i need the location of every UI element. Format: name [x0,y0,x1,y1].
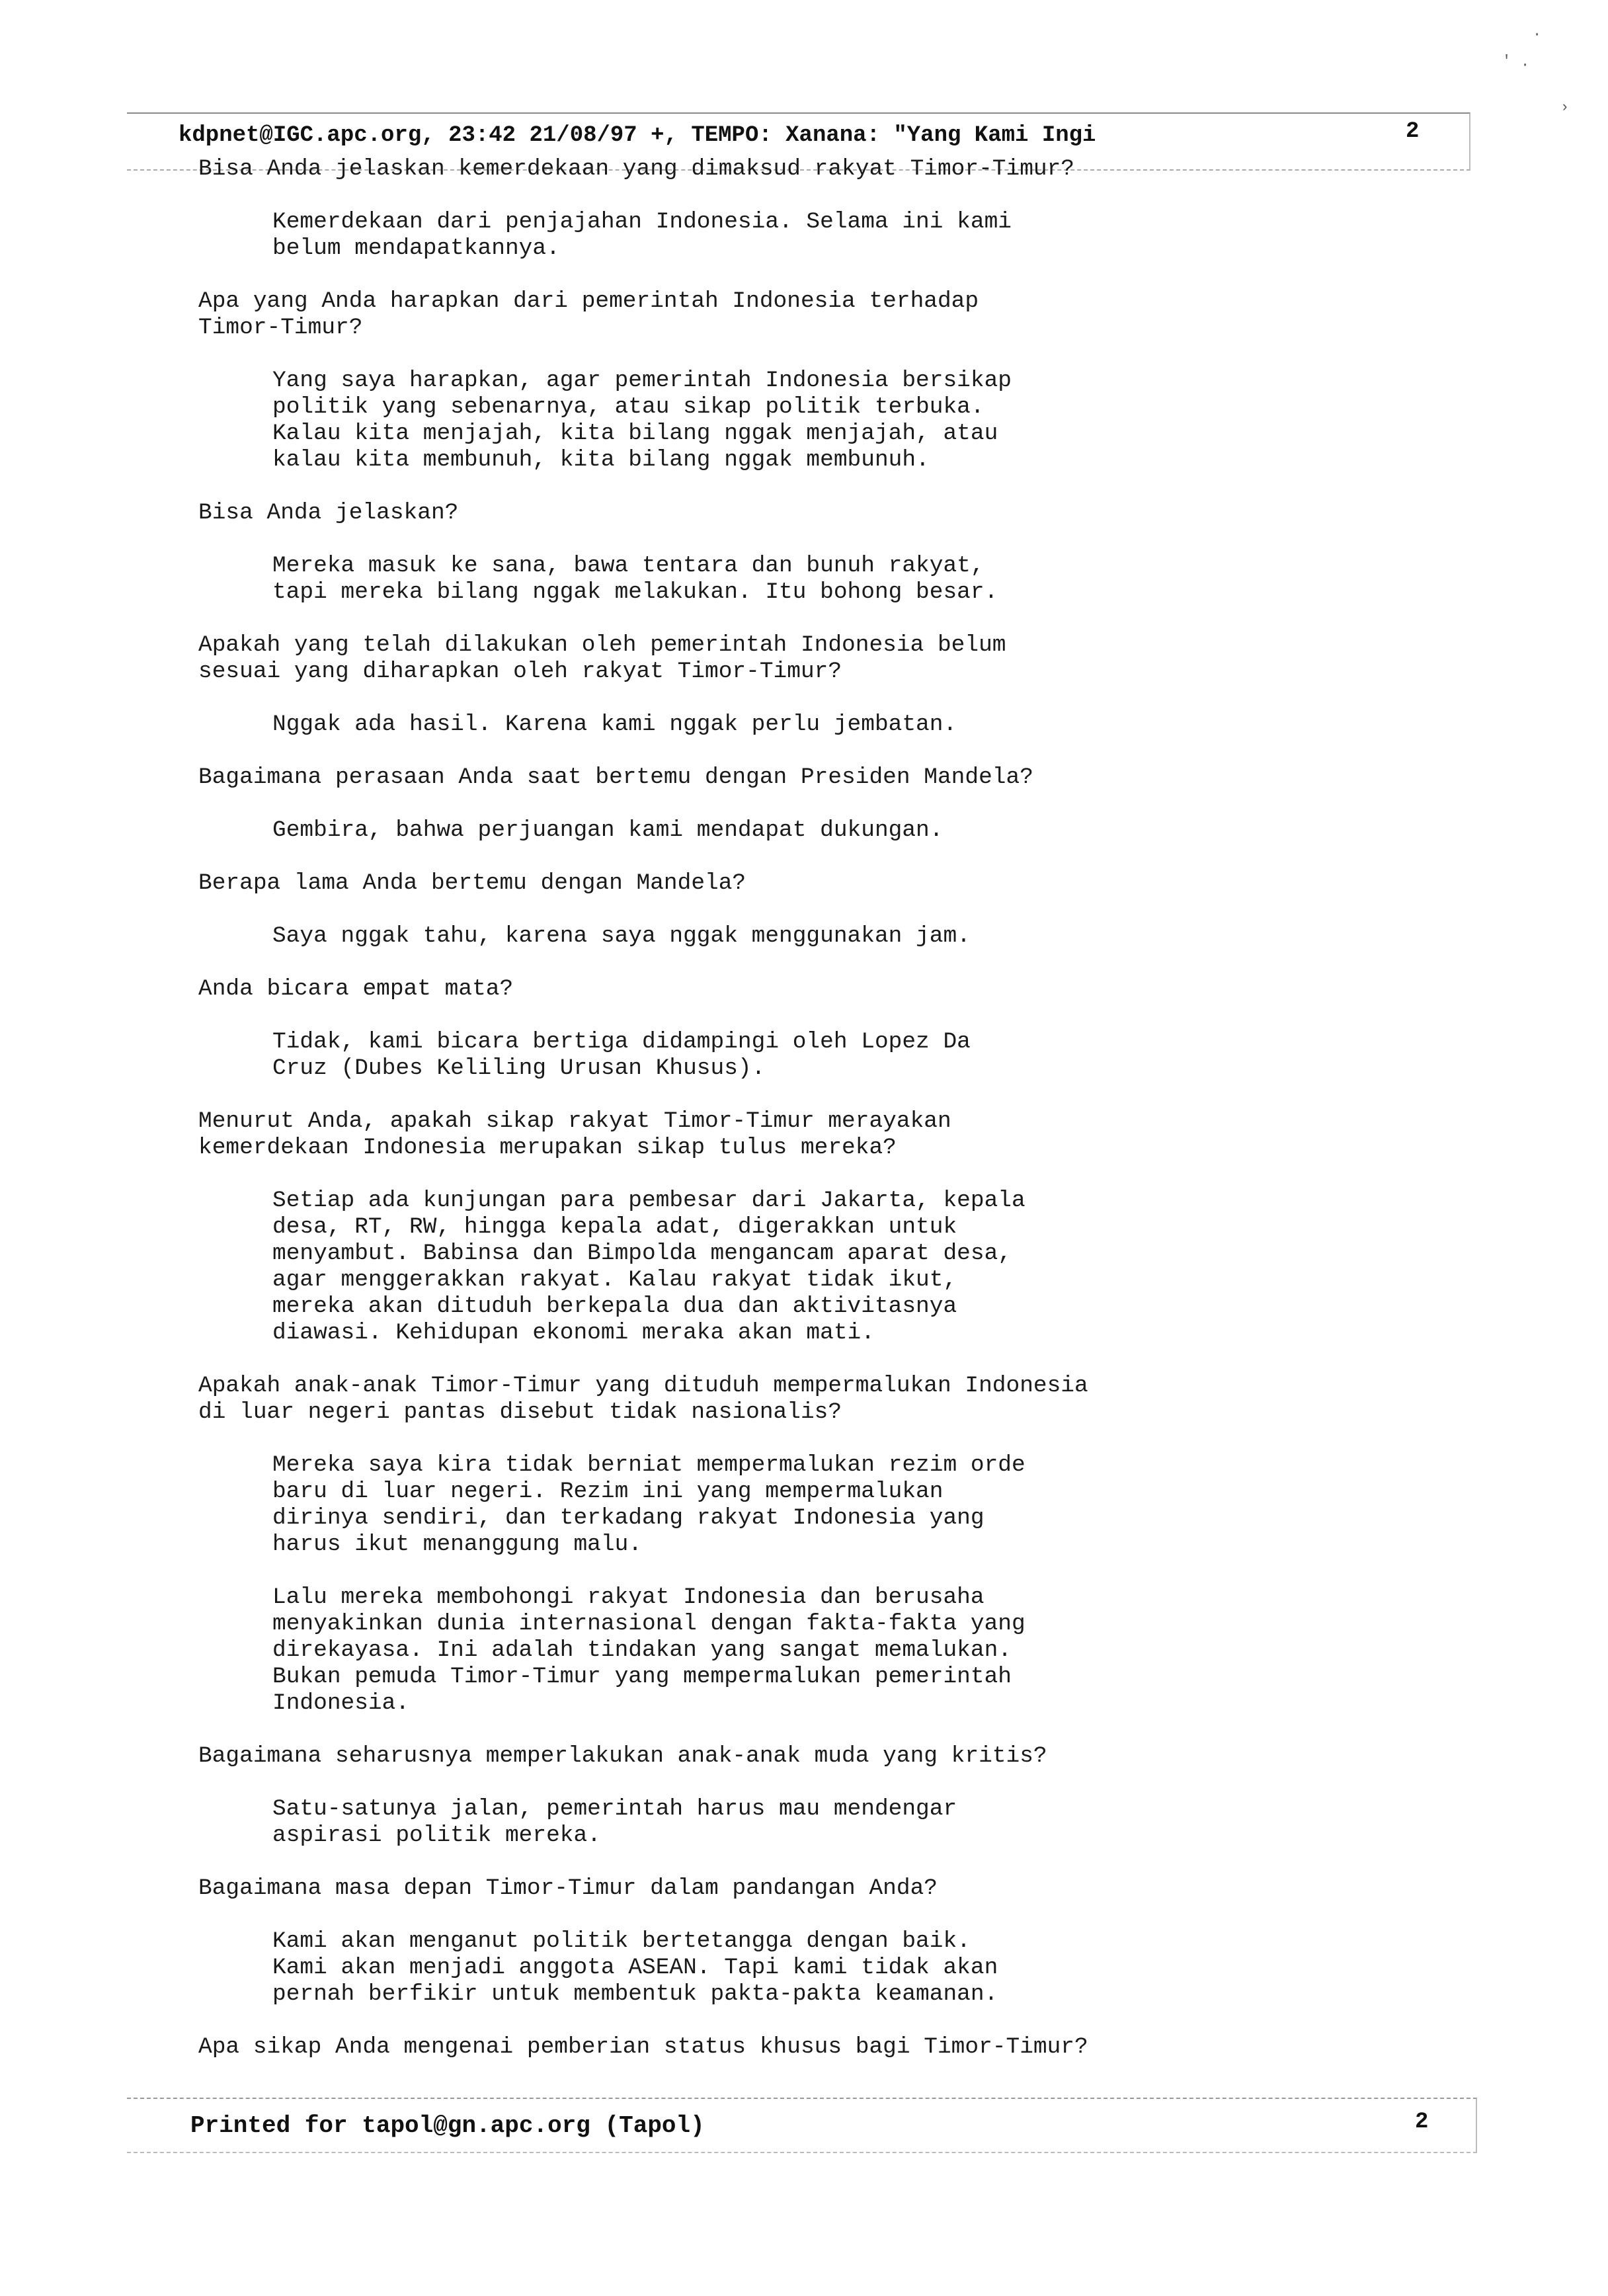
question-6: Berapa lama Anda bertemu dengan Mandela? [198,870,746,896]
footer-printed-for: Printed for tapol@gn.apc.org (Tapol) [190,2112,705,2139]
question-1: Bisa Anda jelaskan kemerdekaan yang dimaksud rakyat Timor-Timur? [198,156,1075,182]
footer-page-number: 2 [1415,2110,1429,2135]
answer-8: Setiap ada kunjungan para pembesar dari Jakarta, kepala desa, RT, RW, hingga kepala adat, digerakkan untuk menyambut. Babinsa dan Bimpolda mengancam aparat desa, agar menggerakkan rakyat. Kalau rakyat tidak ikut, mereka akan dituduh berkepala dua dan aktivitasnya diawasi. Kehidupan ekonomi meraka akan mati. [272,1188,1025,1346]
interview-body [198,156,1441,2061]
answer-9a: Mereka saya kira tidak berniat mempermalukan rezim orde baru di luar negeri. Rezim ini yang mempermalukan dirinya sendiri, dan terkadang rakyat Indonesia yang harus ikut menanggung malu. [272,1452,1025,1557]
answer-7: Tidak, kami bicara bertiga didampingi oleh Lopez Da Cruz (Dubes Keliling Urusan Khusus). [272,1029,971,1081]
question-9: Apakah anak-anak Timor-Timur yang dituduh mempermalukan Indonesia di luar negeri pantas disebut tidak nasionalis? [198,1373,1088,1425]
question-8: Menurut Anda, apakah sikap rakyat Timor-Timur merayakan kemerdekaan Indonesia merupakan sikap tulus mereka? [198,1108,951,1161]
question-3: Bisa Anda jelaskan? [198,500,459,526]
question-7: Anda bicara empat mata? [198,976,514,1002]
question-4: Apakah yang telah dilakukan oleh pemerintah Indonesia belum sesuai yang diharapkan oleh rakyat Timor-Timur? [198,632,1006,684]
answer-9b: Lalu mereka membohongi rakyat Indonesia dan berusaha menyakinkan dunia internasional dengan fakta-fakta yang direkayasa. Ini adalah tindakan yang sangat memalukan. Bukan pemuda Timor-Timur yang mempermalukan pemerintah Indonesia. [272,1584,1025,1716]
scan-speck: ' [1502,53,1511,69]
question-5: Bagaimana perasaan Anda saat bertemu dengan Presiden Mandela? [198,764,1033,790]
answer-3: Mereka masuk ke sana, bawa tentara dan bunuh rakyat, tapi mereka bilang nggak melakukan. Itu bohong besar. [272,553,998,605]
answer-4: Nggak ada hasil. Karena kami nggak perlu jembatan. [272,712,957,737]
answer-10: Satu-satunya jalan, pemerintah harus mau mendengar aspirasi politik mereka. [272,1796,957,1848]
header-page-number: 2 [1406,119,1420,144]
answer-11: Kami akan menganut politik bertetangga dengan baik. Kami akan menjadi anggota ASEAN. Tapi kami tidak akan pernah berfikir untuk membentuk pakta-pakta keamanan. [272,1928,998,2007]
answer-5: Gembira, bahwa perjuangan kami mendapat dukungan. [272,817,944,843]
question-2: Apa yang Anda harapkan dari pemerintah Indonesia terhadap Timor-Timur? [198,288,979,341]
scan-speck: › [1560,99,1570,116]
header-title: kdpnet@IGC.apc.org, 23:42 21/08/97 +, TEMPO: Xanana: "Yang Kami Ingi [179,123,1096,148]
answer-6: Saya nggak tahu, karena saya nggak menggunakan jam. [272,923,971,949]
question-12: Apa sikap Anda mengenai pemberian status khusus bagi Timor-Timur? [198,2034,1088,2060]
question-10: Bagaimana seharusnya memperlakukan anak-anak muda yang kritis? [198,1743,1047,1769]
answer-2: Yang saya harapkan, agar pemerintah Indonesia bersikap politik yang sebenarnya, atau sikap politik terbuka. Kalau kita menjajah, kita bilang nggak menjajah, atau kalau kita membunuh, kita bilang nggak membunuh. [272,368,1012,473]
scan-speck: · [1521,57,1530,73]
question-11: Bagaimana masa depan Timor-Timur dalam pandangan Anda? [198,1875,938,1901]
scan-speck: · [1533,26,1542,43]
answer-1: Kemerdekaan dari penjajahan Indonesia. Selama ini kami belum mendapatkannya. [272,209,1012,261]
